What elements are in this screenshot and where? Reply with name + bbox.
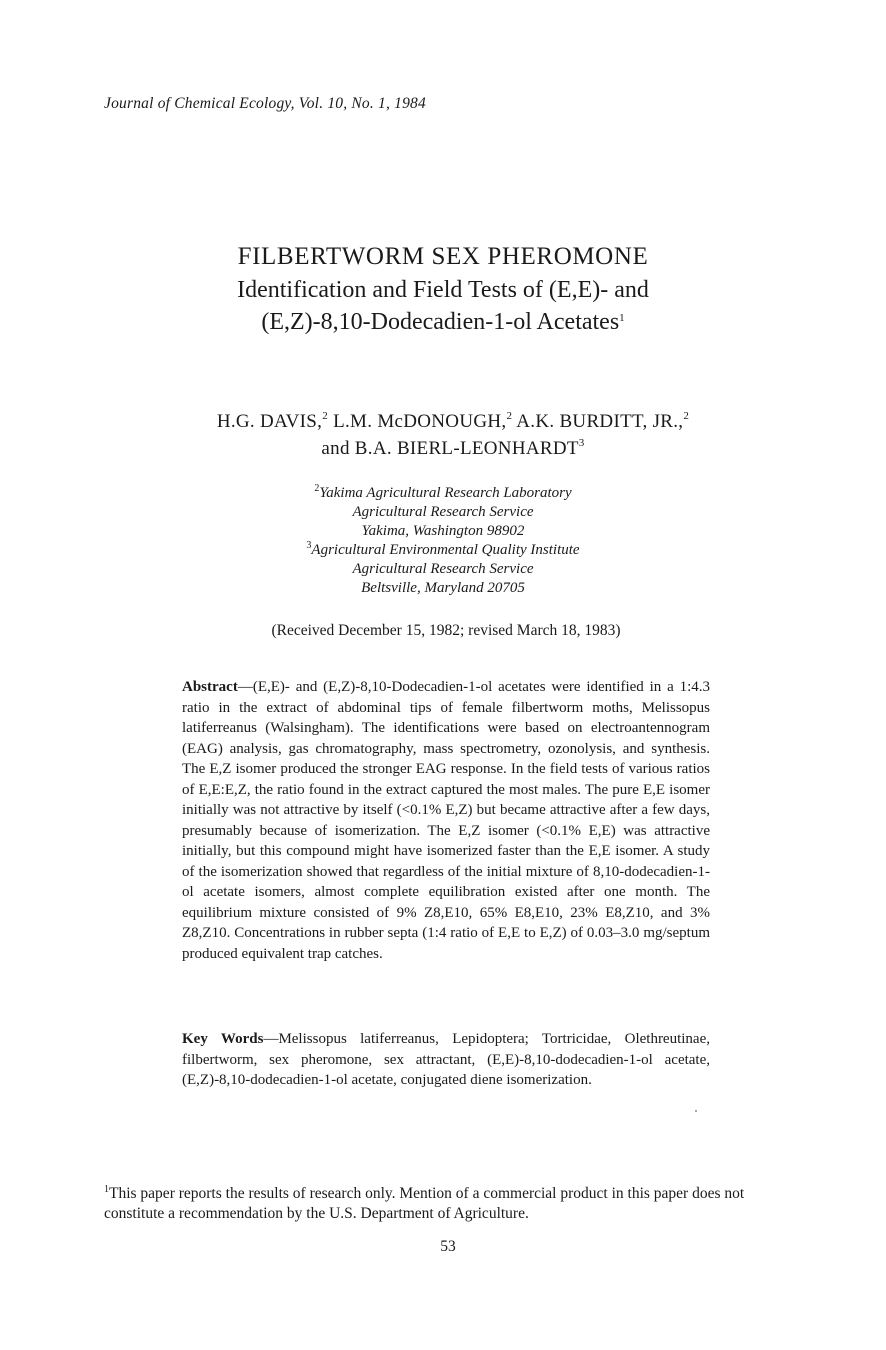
journal-citation: Journal of Chemical Ecology, Vol. 10, No. 1, 1984	[104, 95, 426, 112]
received-dates: (Received December 15, 1982; revised March 18, 1983)	[271, 622, 621, 639]
author-davis: H.G. DAVIS,	[216, 411, 323, 432]
keywords-text: —Melissopus latiferreanus, Lepidoptera; Tortricidae, Olethreutinae, filbertworm, sex pheromone, sex attractant, (E,E)-8,10-dodecadien-1-ol acetate, (E,Z)-8,10-dodecadien-1-ol acetate, conjugated diene isomerization.	[182, 1031, 710, 1088]
title-main: FILBERTWORM SEX PHEROMONE	[237, 243, 649, 270]
author-affil-mark: 3	[578, 437, 585, 449]
affiliation-line: Agricultural Research Service	[352, 561, 534, 577]
affiliations	[0, 484, 886, 598]
author-line-1	[0, 408, 886, 435]
author-line-2	[0, 435, 886, 462]
title-footnote-mark: 1	[619, 312, 625, 324]
keywords-label: Key Words	[182, 1031, 264, 1047]
keywords-paragraph	[182, 1029, 710, 1091]
affiliation-mark: 3	[306, 540, 312, 551]
affiliation-line: Yakima, Washington 98902	[361, 523, 525, 539]
affiliation-text: Yakima Agricultural Research Laboratory	[319, 485, 572, 501]
footnote-text: This paper reports the results of research only. Mention of a commercial product in this paper does not constitute a recommendation by the U.S. Department of Agriculture.	[104, 1185, 745, 1222]
affiliation-text: Agricultural Environmental Quality Institute	[311, 542, 580, 558]
author-list	[0, 408, 886, 462]
author-affil-mark: 2	[683, 410, 690, 422]
title-subtitle-text: (E,Z)-8,10-Dodecadien-1-ol Acetates	[261, 309, 620, 335]
abstract-paragraph	[182, 677, 710, 964]
affiliation-line	[0, 541, 886, 560]
author-affil-mark: 2	[506, 410, 513, 422]
author-affil-mark: 2	[322, 410, 329, 422]
affiliation-line: Beltsville, Maryland 20705	[361, 580, 525, 596]
page-number: 53	[440, 1238, 456, 1255]
article-title	[0, 240, 886, 338]
affiliation-mark: 2	[314, 483, 320, 494]
abstract-text: —(E,E)- and (E,Z)-8,10-Dodecadien-1-ol acetates were identified in a 1:4.3 ratio in the extract of abdominal tips of female filbertworm moths, Melissopus latiferreanus (Walsingham). The identifications were based on electroantennogram (EAG) analysis, gas chromatography, mass spectrometry, ozonolysis, and synthesis. The E,Z isomer produced the stronger EAG response. In the field tests of various ratios of E,E:E,Z, the ratio found in the extract captured the most males. The pure E,E isomer initially was not attractive by itself (<0.1% E,Z) but became attractive after a few days, presumably because of isomerization. The E,Z isomer (<0.1% E,E) was attractive initially, but this compound might have isomerized faster than the E,E isomer. A study of the isomerization showed that regardless of the initial mixture of 8,10-dodecadien-1-ol acetate isomers, almost complete equilibration existed after one month. The equilibrium mixture consisted of 9% Z8,E10, 65% E8,E10, 23% E8,Z10, and 3% Z8,Z10. Concentrations in rubber septa (1:4 ratio of E,E to E,Z) of 0.03–3.0 mg/septum produced equivalent trap catches.	[182, 679, 710, 962]
scan-speck	[695, 1110, 697, 1112]
author-mcdonough: L.M. McDONOUGH,	[328, 411, 507, 432]
footnote	[104, 1184, 794, 1224]
abstract-label: Abstract	[182, 679, 238, 695]
title-subtitle-line-2	[0, 306, 886, 338]
author-burditt: A.K. BURDITT, JR.,	[512, 411, 684, 432]
title-subtitle-line-1: Identification and Field Tests of (E,E)- and	[237, 277, 649, 303]
affiliation-line	[0, 484, 886, 503]
author-bierl-leonhardt: and B.A. BIERL-LEONHARDT	[321, 438, 579, 459]
footnote-mark: 1	[104, 1184, 109, 1195]
affiliation-line: Agricultural Research Service	[352, 504, 534, 520]
